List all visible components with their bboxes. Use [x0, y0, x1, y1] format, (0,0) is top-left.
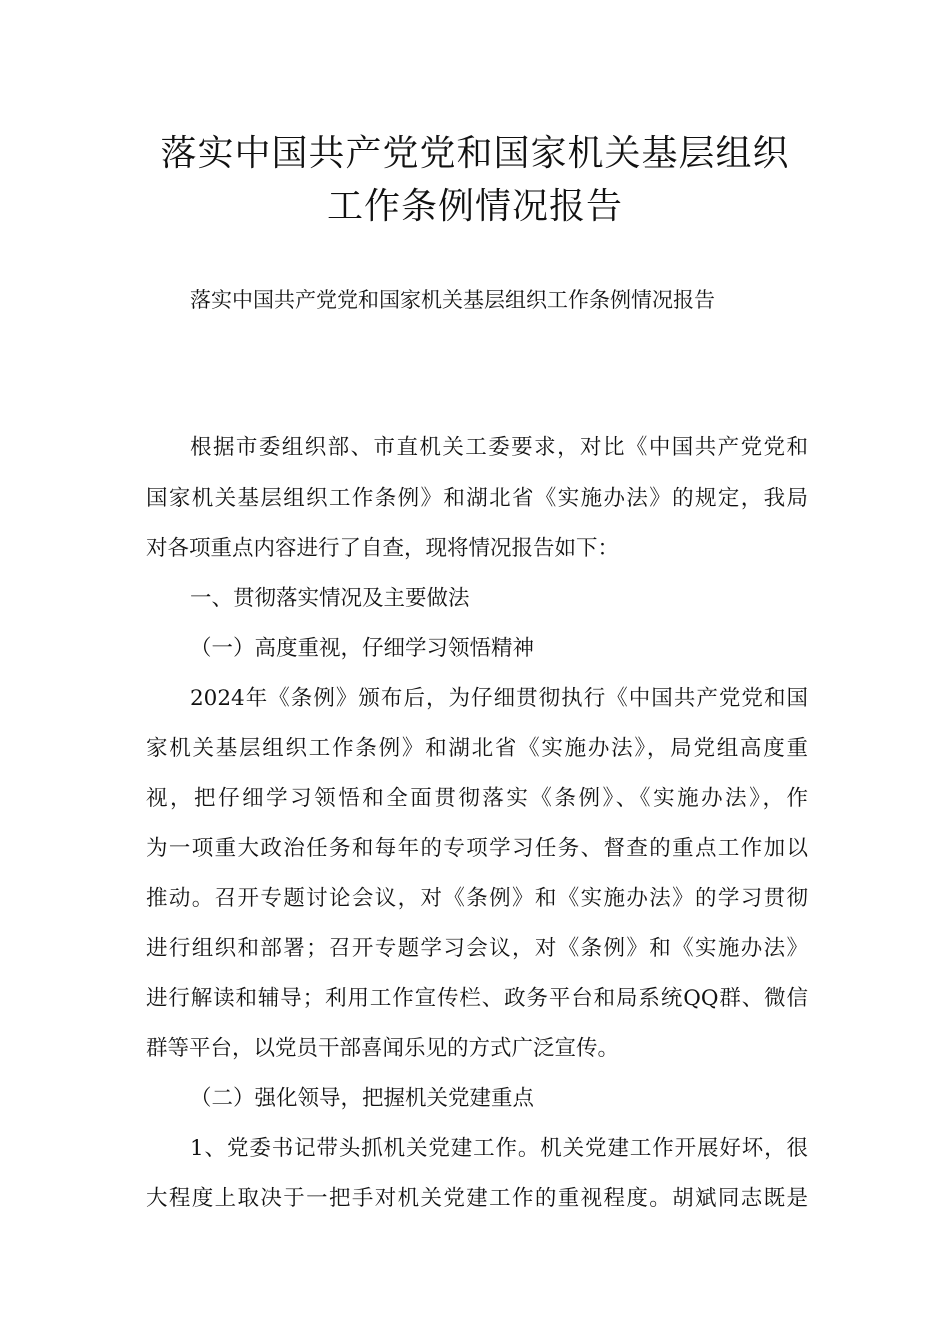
document-title-line-1: 落实中国共产党党和国家机关基层组织 — [160, 133, 790, 174]
paragraph-line: 视，把仔细学习领悟和全面贯彻落实《条例》、《实施办法》，作 — [146, 786, 808, 811]
paragraph-line: 大程度上取决于一把手对机关党建工作的重视程度。胡斌同志既是 — [146, 1186, 808, 1211]
paragraph-line: 家机关基层组织工作条例》和湖北省《实施办法》，局党组高度重 — [146, 736, 808, 761]
paragraph-line: 根据市委组织部、市直机关工委要求，对比《中国共产党党和 — [190, 435, 808, 460]
paragraph-line: 国家机关基层组织工作条例》和湖北省《实施办法》的规定，我局 — [146, 486, 808, 511]
section-heading: 一、贯彻落实情况及主要做法 — [190, 586, 470, 611]
document-subtitle: 落实中国共产党党和国家机关基层组织工作条例情况报告 — [190, 288, 715, 312]
paragraph-line: 1、党委书记带头抓机关党建工作。机关党建工作开展好坏，很 — [190, 1136, 808, 1161]
paragraph-line: 对各项重点内容进行了自查，现将情况报告如下： — [146, 536, 620, 561]
paragraph-line: 群等平台，以党员干部喜闻乐见的方式广泛宣传。 — [146, 1036, 620, 1061]
paragraph-line: 2024年《条例》颁布后，为仔细贯彻执行《中国共产党党和国 — [190, 686, 808, 711]
paragraph-line: 推动。召开专题讨论会议，对《条例》和《实施办法》的学习贯彻 — [146, 886, 808, 911]
document-title-line-2: 工作条例情况报告 — [326, 186, 623, 227]
paragraph-line: 进行解读和辅导；利用工作宣传栏、政务平台和局系统QQ群、微信 — [146, 986, 808, 1011]
paragraph-line: 为一项重大政治任务和每年的专项学习任务、督查的重点工作加以 — [146, 836, 808, 861]
subsection-heading: （一）高度重视，仔细学习领悟精神 — [190, 636, 535, 661]
paragraph-line: 进行组织和部署；召开专题学习会议，对《条例》和《实施办法》 — [146, 936, 808, 961]
subsection-heading: （二）强化领导，把握机关党建重点 — [190, 1086, 535, 1111]
